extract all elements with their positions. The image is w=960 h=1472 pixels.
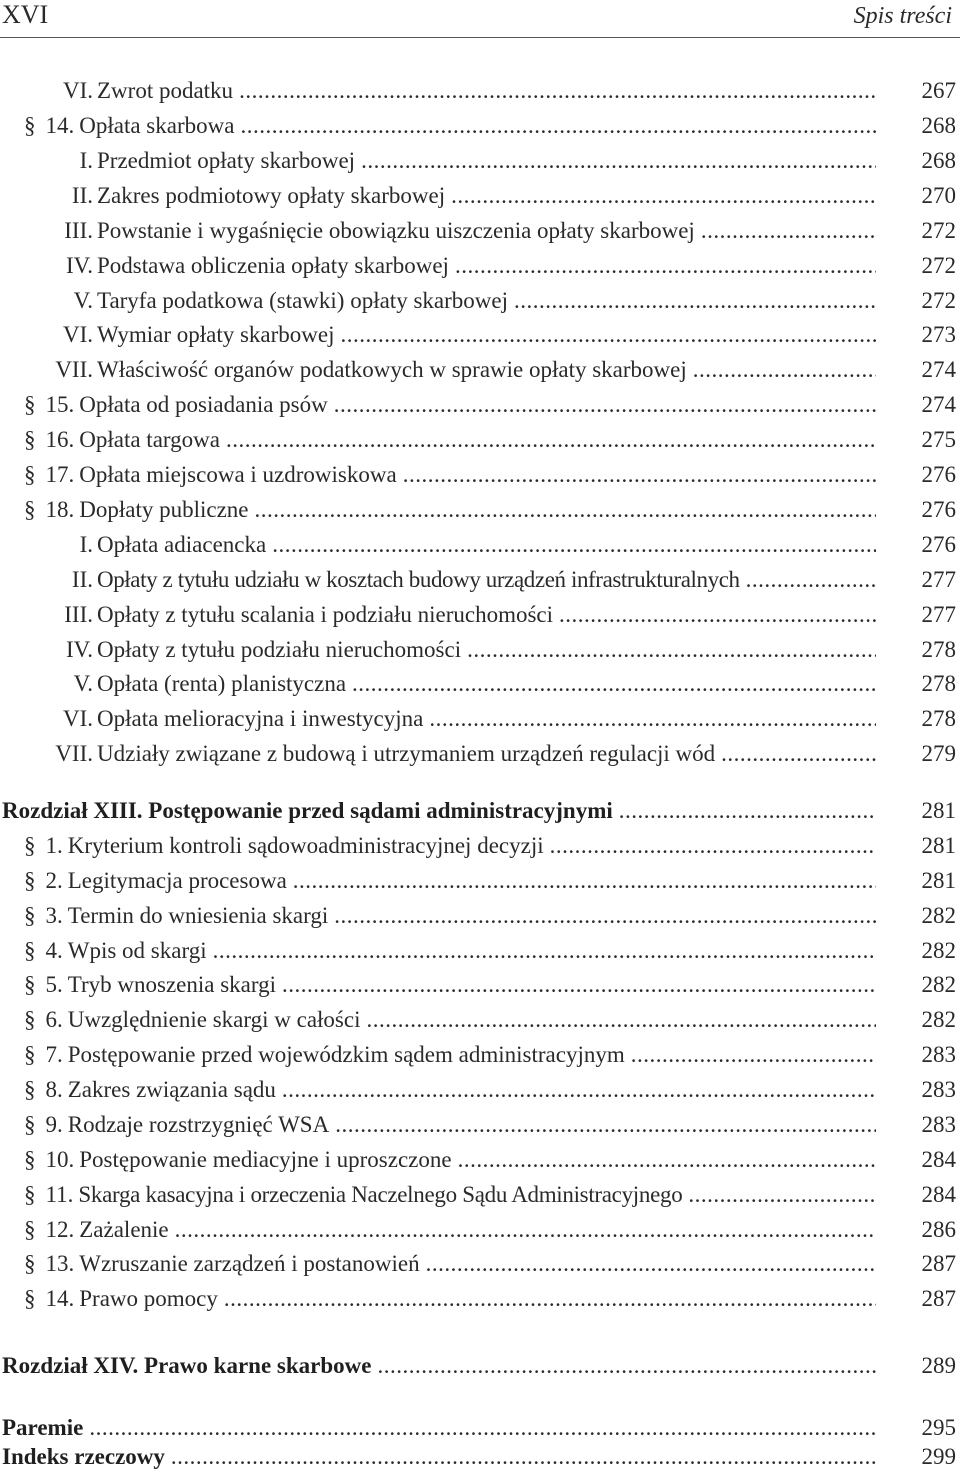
toc-entry-number: VII. <box>55 357 93 382</box>
toc-entry-page: 281 <box>921 833 956 858</box>
running-title: Spis treści <box>853 3 952 29</box>
header-rule <box>0 37 960 38</box>
toc-entry-title: Kryterium kontroli sądowoadministracyjnej decyzji <box>67 833 544 858</box>
leader-dots <box>334 390 876 420</box>
toc-entry-number: 14. <box>45 1286 75 1311</box>
leader-dots <box>282 970 876 1000</box>
toc-entry <box>0 596 880 630</box>
toc-entry-page: 287 <box>921 1286 956 1311</box>
toc-entry-section <box>0 862 880 896</box>
page-header <box>0 0 960 38</box>
toc-entry-title: Opłaty z tytułu udziału w kosztach budowy urządzeń infrastrukturalnych <box>97 567 740 592</box>
leader-dots <box>559 600 876 630</box>
leader-dots <box>701 216 876 246</box>
toc-entry <box>0 212 880 246</box>
toc-entry-number: 3. <box>45 903 63 928</box>
leader-dots <box>429 704 876 734</box>
toc-chapter <box>0 1347 880 1381</box>
toc-entry-number: 11. <box>45 1182 74 1207</box>
toc-entry-title: Opłaty z tytułu scalania i podziału nieruchomości <box>97 602 554 627</box>
toc-entry-page: 274 <box>921 392 956 417</box>
toc-entry-number: V. <box>73 671 93 696</box>
leader-dots <box>282 1075 876 1105</box>
section-sign-icon: § <box>24 1112 36 1137</box>
toc-entry-number: IV. <box>65 253 93 278</box>
toc-entry-number: II. <box>71 567 93 592</box>
toc-entry-title: Wzruszanie zarządzeń i postanowień <box>79 1251 420 1276</box>
toc-entry-page: 278 <box>921 671 956 696</box>
toc-entry-number: VI. <box>62 706 93 731</box>
toc-entry-title: Tryb wnoszenia skargi <box>67 972 277 997</box>
toc-entry <box>0 526 880 560</box>
leader-dots <box>631 1040 876 1070</box>
leader-dots <box>352 669 876 699</box>
toc-entry-number: 15. <box>45 392 75 417</box>
toc-entry-title: Opłata od posiadania psów <box>79 392 328 417</box>
leader-dots <box>175 1215 876 1245</box>
leader-dots <box>458 1145 876 1175</box>
toc-entry-page: 278 <box>921 706 956 731</box>
toc-entry-page: 273 <box>921 322 956 347</box>
leader-dots <box>341 320 877 350</box>
leader-dots <box>426 1249 876 1279</box>
toc-entry-page: 284 <box>921 1182 956 1207</box>
toc-entry-number: 7. <box>45 1042 63 1067</box>
toc-entry-section <box>0 1071 880 1105</box>
toc-entry-title: Uwzględnienie skargi w całości <box>67 1007 361 1032</box>
toc-entry-number: 14. <box>45 113 75 138</box>
toc-entry-section <box>0 827 880 861</box>
leader-dots <box>361 146 876 176</box>
toc-entry-title: Opłata targowa <box>79 427 220 452</box>
toc-entry-number: III. <box>64 218 93 243</box>
toc-entry-title: Rodzaje rozstrzygnięć WSA <box>67 1112 330 1137</box>
toc-entry <box>0 631 880 665</box>
section-sign-icon: § <box>24 1217 36 1242</box>
toc-entry-title: Postępowanie mediacyjne i uproszczone <box>79 1147 452 1172</box>
toc-entry-page: 282 <box>921 1007 956 1032</box>
toc-entry-section <box>0 897 880 931</box>
toc-entry <box>0 735 880 769</box>
leader-dots <box>226 425 876 455</box>
toc-entry-number: 1. <box>45 833 63 858</box>
toc-entry-section <box>0 966 880 1000</box>
toc-entry-number: VI. <box>62 78 93 103</box>
toc-entry-section <box>0 491 880 525</box>
toc-entry-number: 2. <box>45 868 63 893</box>
leader-dots <box>451 181 876 211</box>
toc-entry-section <box>0 1176 880 1210</box>
toc-entry <box>0 665 880 699</box>
toc-entry-title: Taryfa podatkowa (stawki) opłaty skarbowej <box>97 288 508 313</box>
section-sign-icon: § <box>24 427 36 452</box>
toc-entry <box>0 282 880 316</box>
toc-entry-page: 272 <box>921 288 956 313</box>
toc-entry-number: II. <box>71 183 93 208</box>
toc-entry-title: Legitymacja procesowa <box>67 868 287 893</box>
toc-entry-page: 299 <box>921 1444 956 1469</box>
toc-entry-title: Udziały związane z budową i utrzymaniem urządzeń regulacji wód <box>97 741 716 766</box>
toc-entry-page: 274 <box>921 357 956 382</box>
leader-dots <box>550 831 876 861</box>
toc-entry <box>0 700 880 734</box>
leader-dots <box>366 1005 876 1035</box>
toc-entry-section <box>0 1106 880 1140</box>
toc-entry-page: 283 <box>921 1042 956 1067</box>
section-sign-icon: § <box>24 1286 36 1311</box>
toc-entry-page: 267 <box>921 78 956 103</box>
toc-entry-page: 281 <box>921 798 956 823</box>
section-sign-icon: § <box>24 1007 36 1032</box>
leader-dots <box>213 936 876 966</box>
toc-entry-title: Opłaty z tytułu podziału nieruchomości <box>97 637 462 662</box>
toc-entry-page: 276 <box>921 532 956 557</box>
leader-dots <box>255 495 876 525</box>
toc-entry-page: 286 <box>921 1217 956 1242</box>
toc-entry-page: 283 <box>921 1077 956 1102</box>
toc-entry-section <box>0 1001 880 1035</box>
toc-entry-title: Podstawa obliczenia opłaty skarbowej <box>97 253 449 278</box>
toc-entry <box>0 142 880 176</box>
leader-dots <box>403 460 876 490</box>
toc-entry-number: III. <box>64 602 93 627</box>
toc-entry-number: I. <box>79 148 93 173</box>
leader-dots <box>239 76 876 106</box>
toc-entry-title: Dopłaty publiczne <box>79 497 249 522</box>
leader-dots <box>467 635 876 665</box>
toc-entry-section <box>0 386 880 420</box>
toc-entry-section <box>0 421 880 455</box>
leader-dots <box>514 286 876 316</box>
toc-entry-page: 289 <box>921 1353 956 1378</box>
toc-entry-page: 272 <box>921 218 956 243</box>
toc-entry-section <box>0 1211 880 1245</box>
toc-entry-section <box>0 1280 880 1314</box>
toc-entry-number: VI. <box>62 322 93 347</box>
toc-entry-number: IV. <box>65 637 93 662</box>
leader-dots <box>171 1442 876 1472</box>
section-sign-icon: § <box>24 938 36 963</box>
section-sign-icon: § <box>24 868 36 893</box>
toc-entry-page: 295 <box>921 1415 956 1440</box>
toc-entry-page: 284 <box>921 1147 956 1172</box>
toc-entry-title: Wpis od skargi <box>67 938 207 963</box>
leader-dots <box>619 796 876 826</box>
section-sign-icon: § <box>24 1251 36 1276</box>
leader-dots <box>334 901 876 931</box>
section-sign-icon: § <box>24 1077 36 1102</box>
toc-entry-title: Powstanie i wygaśnięcie obowiązku uiszczenia opłaty skarbowej <box>97 218 695 243</box>
toc-entry-page: 281 <box>921 868 956 893</box>
toc-entry-title: Opłata adiacencka <box>97 532 267 557</box>
toc-entry-number: 10. <box>45 1147 75 1172</box>
toc-chapter-title: Paremie <box>2 1415 84 1440</box>
toc-entry <box>0 351 880 385</box>
toc-entry-number: 6. <box>45 1007 63 1032</box>
section-sign-icon: § <box>24 113 36 138</box>
toc-entry-page: 282 <box>921 903 956 928</box>
section-sign-icon: § <box>24 972 36 997</box>
toc-entry-page: 279 <box>921 741 956 766</box>
section-sign-icon: § <box>24 392 36 417</box>
toc-entry-section <box>0 1036 880 1070</box>
toc-entry-page: 268 <box>921 113 956 138</box>
toc-entry-page: 283 <box>921 1112 956 1137</box>
toc-entry-number: 16. <box>45 427 75 452</box>
toc-entry-section <box>0 456 880 490</box>
toc-entry <box>0 247 880 281</box>
toc-entry-section <box>0 107 880 141</box>
toc-entry-number: VII. <box>55 741 93 766</box>
toc-entry-title: Opłata melioracyjna i inwestycyjna <box>97 706 424 731</box>
toc-entry-number: 5. <box>45 972 63 997</box>
toc-entry-page: 282 <box>921 938 956 963</box>
toc-chapter-title: Indeks rzeczowy <box>2 1444 165 1469</box>
toc-entry-number: I. <box>79 532 93 557</box>
toc-chapter <box>0 792 880 826</box>
toc-entry-page: 270 <box>921 183 956 208</box>
toc-entry-title: Opłata skarbowa <box>79 113 235 138</box>
toc-entry-title: Zażalenie <box>79 1217 169 1242</box>
toc-entry-number: 17. <box>45 462 75 487</box>
toc-entry-page: 276 <box>921 462 956 487</box>
toc-entry-title: Prawo pomocy <box>79 1286 218 1311</box>
toc-entry-title: Termin do wniesienia skargi <box>67 903 329 928</box>
toc-entry-title: Wymiar opłaty skarbowej <box>97 322 335 347</box>
toc-entry-number: 8. <box>45 1077 63 1102</box>
toc-entry <box>0 561 880 595</box>
toc-entry-number: 4. <box>45 938 63 963</box>
toc-entry-number: 13. <box>45 1251 75 1276</box>
toc-entry-number: 12. <box>45 1217 75 1242</box>
toc-entry-page: 287 <box>921 1251 956 1276</box>
toc-entry <box>0 177 880 211</box>
leader-dots <box>688 1180 876 1210</box>
leader-dots <box>272 530 876 560</box>
toc-entry-section <box>0 1245 880 1279</box>
toc-entry-title: Zakres związania sądu <box>67 1077 276 1102</box>
leader-dots <box>746 565 876 595</box>
toc-entry-title: Postępowanie przed wojewódzkim sądem administracyjnym <box>67 1042 625 1067</box>
leader-dots <box>335 1110 876 1140</box>
toc-entry-title: Właściwość organów podatkowych w sprawie opłaty skarbowej <box>97 357 687 382</box>
section-sign-icon: § <box>24 903 36 928</box>
toc-entry-number: 9. <box>45 1112 63 1137</box>
toc-entry-page: 272 <box>921 253 956 278</box>
leader-dots <box>377 1351 876 1381</box>
section-sign-icon: § <box>24 1147 36 1172</box>
toc-entry-page: 278 <box>921 637 956 662</box>
toc-entry-number: V. <box>73 288 93 313</box>
section-sign-icon: § <box>24 1182 36 1207</box>
leader-dots <box>693 355 876 385</box>
toc-entry-section <box>0 932 880 966</box>
toc-entry-page: 282 <box>921 972 956 997</box>
toc-chapter-title: Rozdział XIV. Prawo karne skarbowe <box>2 1353 372 1378</box>
toc-entry-section <box>0 1141 880 1175</box>
toc-entry-title: Zwrot podatku <box>97 78 234 103</box>
toc-chapter-title: Rozdział XIII. Postępowanie przed sądami administracyjnymi <box>2 798 613 823</box>
toc-chapter <box>0 1438 880 1472</box>
leader-dots <box>293 866 876 896</box>
section-sign-icon: § <box>24 1042 36 1067</box>
leader-dots <box>721 739 876 769</box>
leader-dots <box>240 111 876 141</box>
toc-entry-page: 276 <box>921 497 956 522</box>
toc-entry-title: Przedmiot opłaty skarbowej <box>97 148 356 173</box>
leader-dots <box>455 251 876 281</box>
toc-entry-page: 275 <box>921 427 956 452</box>
toc-entry-number: 18. <box>45 497 75 522</box>
section-sign-icon: § <box>24 497 36 522</box>
toc-entry-page: 277 <box>921 602 956 627</box>
toc-entry-title: Zakres podmiotowy opłaty skarbowej <box>97 183 446 208</box>
toc-entry-title: Skarga kasacyjna i orzeczenia Naczelnego Sądu Administracyjnego <box>78 1182 683 1207</box>
page-number-roman: XVI <box>2 0 49 29</box>
section-sign-icon: § <box>24 833 36 858</box>
toc-entry-page: 268 <box>921 148 956 173</box>
toc-entry <box>0 316 880 350</box>
toc-entry-page: 277 <box>921 567 956 592</box>
toc-entry <box>0 72 880 106</box>
leader-dots <box>224 1284 876 1314</box>
section-sign-icon: § <box>24 462 36 487</box>
toc-entry-title: Opłata miejscowa i uzdrowiskowa <box>79 462 397 487</box>
toc-entry-title: Opłata (renta) planistyczna <box>97 671 347 696</box>
